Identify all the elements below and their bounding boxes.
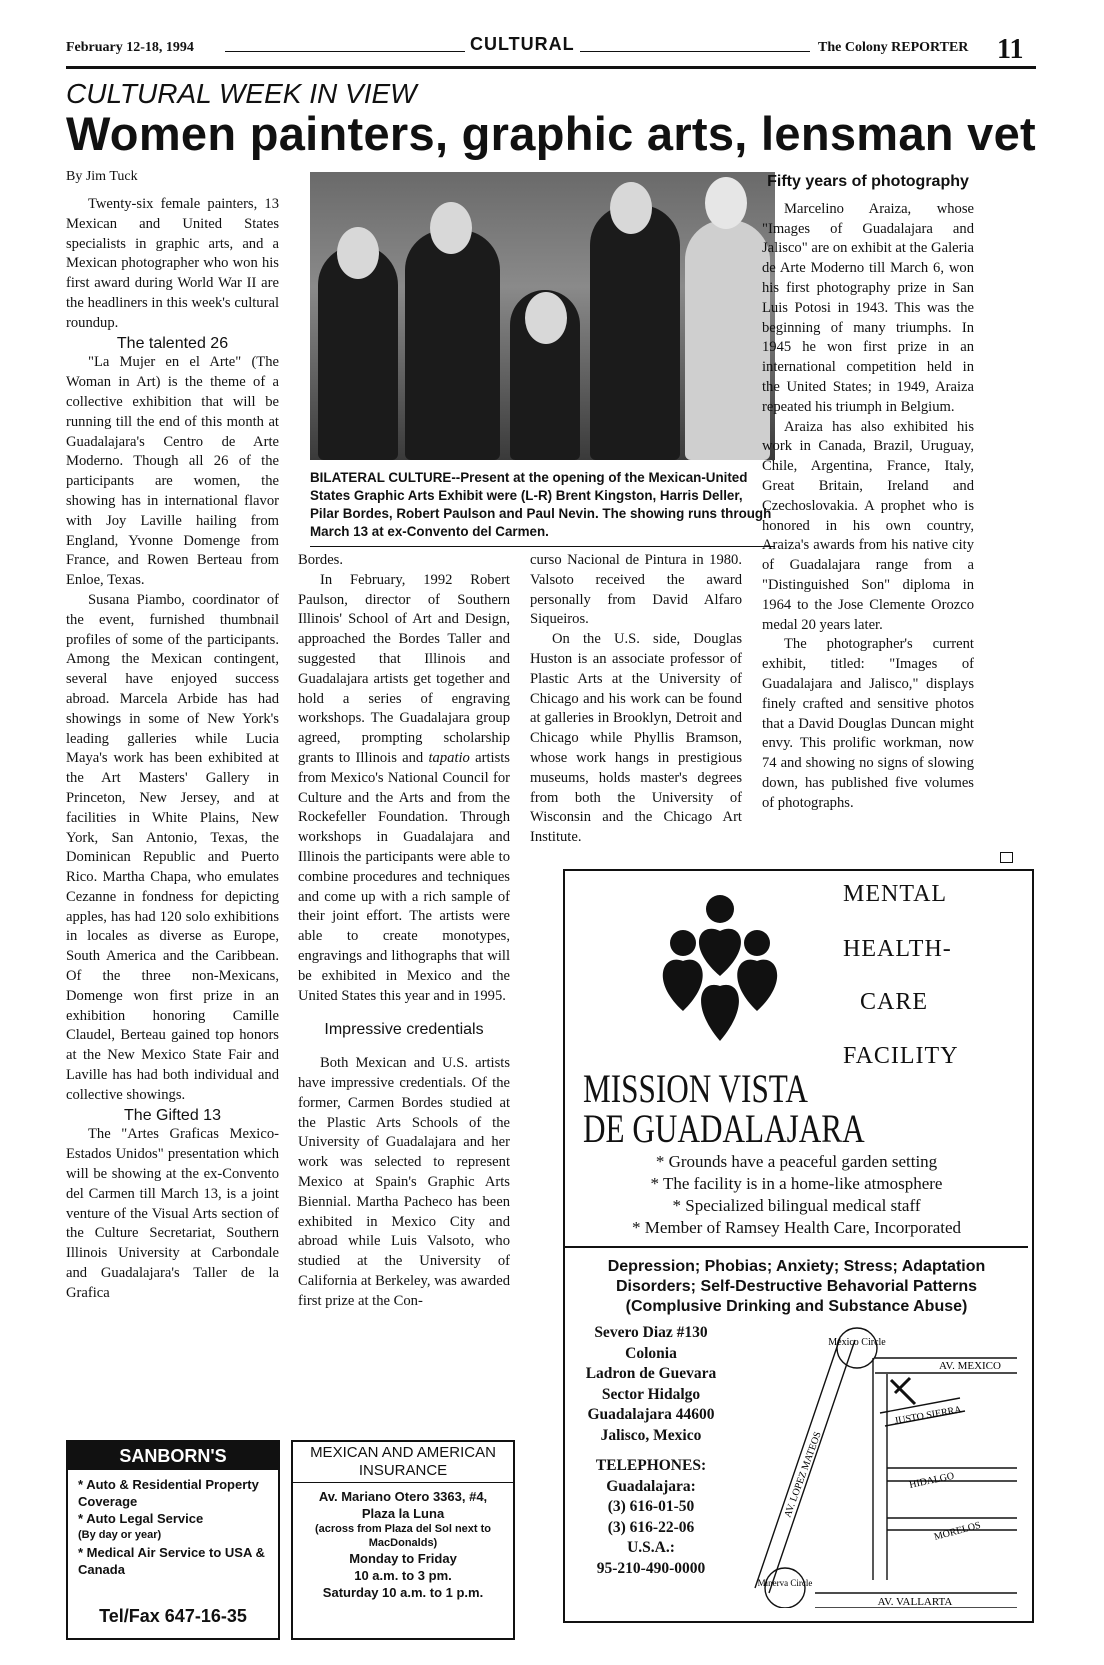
issue-date: February 12-18, 1994 — [66, 40, 194, 55]
photo-caption: BILATERAL CULTURE--Present at the opening of the Mexican-United States Graphic Arts Exhibit were (L-R) Brent Kingston, Harris Deller, Pilar Bordes, Robert Paulson and Paul Nevin. The showing runs through March 13 at ex-Convento del Carmen. — [310, 470, 772, 539]
headline: Women painters, graphic arts, lensman vet — [66, 107, 1036, 160]
ad-name-line2: DE GUADALAJARA — [583, 1106, 865, 1151]
insurance-ad — [291, 1440, 515, 1640]
paragraph: In February, 1992 Robert Paulson, director of Southern Illinois' School of Art and Design, approached the Bordes Taller and suggested that Illinois and Guadalajara artists get together and hold a series of engraving workshops. The Guadalajara group agreed, prompting scholarship grants to Illinois and tapatio artists from Mexico's National Council for Culture and the Arts and from the Rockefeller Foundation. Through workshops in Guadalajara and Illinois the participants were able to combine procedures and techniques and come up with a rich sample of their joint effort. The artists were able to create monotypes, engravings and lithographs that will be exhibited in Mexico and the United States this year and in 1995. — [298, 571, 510, 1004]
ad-address: Severo Diaz #130 Colonia Ladron de Guevara Sector Hidalgo Guadalajara 44600 Jalisco, Mexico TELEPHONES: Guadalajara: (3) 616-01-50 (3) 616-22-06 U.S.A.: 95-210-490-0000 — [585, 1324, 717, 1577]
map-label: HIDALGO — [908, 1470, 956, 1491]
header-divider — [66, 66, 1036, 69]
hearts-logo-icon — [645, 891, 795, 1051]
map-label: MORELOS — [932, 1519, 982, 1543]
paragraph: Bordes. — [298, 552, 343, 568]
kicker: CULTURAL WEEK IN VIEW — [66, 78, 417, 109]
sanborns-ad — [66, 1440, 280, 1640]
ad-word: CARE — [860, 989, 929, 1015]
ad-word: HEALTH- — [843, 936, 952, 962]
article-column-3 — [530, 551, 742, 848]
ad-bullet: * The facility is in a home-like atmosphere — [650, 1174, 943, 1193]
paragraph: On the U.S. side, Douglas Huston is an associate professor of Plastic Arts at the University of Chicago and his work can be found at galleries in Brooklyn, Detroit and Chicago while Phyllis Bramson, whose work hangs in prestigious museums, holds master's degrees from both the University of Wisconsin and the Chicago Art Institute. — [530, 631, 742, 846]
subhead-credentials: Impressive credentials — [324, 1021, 484, 1039]
paper-name: The Colony REPORTER — [818, 40, 969, 55]
header-rule — [580, 51, 810, 52]
sanborns-phone: Tel/Fax 647-16-35 — [99, 1606, 247, 1626]
mission-vista-ad — [563, 869, 1034, 1623]
insurance-details: Av. Mariano Otero 3363, #4, Plaza la Luna (across from Plaza del Sol next to MacDonalds) Monday to Friday 10 a.m. to 3 pm. Saturday 10 a.m. to 1 p.m. — [314, 1489, 492, 1600]
intro-paragraph: Twenty-six female painters, 13 Mexican and United States specialists in graphic arts, and a Mexican photographer who won his first award during World War II are the headliners in this week's cultural roundup. — [66, 196, 279, 331]
ad-rule — [293, 1482, 513, 1483]
paragraph: Both Mexican and U.S. artists have impressive credentials. Of the former, Carmen Bordes studied at the Plastic Arts Schools of the University of Guadalajara and her work was selected to represent Mexico at Spain's Graphic Arts Biennial. Martha Pacheco has been exhibited in Mexico City and abroad while Luis Valsoto, who studied at the University of California at Berkeley, was awarded first prize at the Con- — [298, 1055, 510, 1309]
end-mark-icon — [1000, 852, 1013, 863]
section-name: CULTURAL — [470, 34, 575, 54]
map-label: Mexico Circle — [828, 1337, 886, 1348]
paragraph: Araiza has also exhibited his work in Canada, Brazil, Uruguay, Chile, Argentina, France, Italy, Great Britain, Ireland and Czechoslovakia. A prophet who is honored in his own country, Araiza's awards from his native city of Guadalajara range from a "Distinguished Son" diploma in 1964 to the Jose Clemente Orozco medal 20 years later. — [762, 418, 974, 633]
insurance-title: MEXICAN AND AMERICAN INSURANCE — [310, 1444, 496, 1479]
ad-bullet: * Grounds have a peaceful garden setting — [655, 1152, 938, 1171]
map-label: AV. LOPEZ MATEOS — [782, 1430, 824, 1520]
ad-word: MENTAL — [843, 881, 948, 907]
article-column-4 — [762, 172, 974, 814]
header-rule — [225, 51, 465, 52]
ad-name-line1: MISSION VISTA — [583, 1066, 808, 1111]
page-number: 11 — [997, 34, 1024, 65]
map-label: AV. VALLARTA — [877, 1596, 953, 1608]
subhead-gifted: The Gifted 13 — [124, 1106, 221, 1124]
paragraph: "La Mujer en el Arte" (The Woman in Art) is the theme of a collective exhibition that will be running till the end of this month at Guadalajara's Centro de Arte Moderno. Though all 26 of the participants are women, the showing has in international flavor with Joy Laville hailing from England, Yvonne Domenge from France, and Rowen Berteau from Enloe, Texas. — [66, 354, 279, 589]
article-column-2 — [298, 551, 510, 1311]
paragraph: Susana Piambo, coordinator of the event, furnished thumbnail profiles of some of the participants. Among the Mexican contingent, several have enjoyed success abroad. Marcela Arbide has had showings in some of New York's leading galleries while Lucia Maya's work has been exhibited at the Art Masters' Gallery in Princeton, New Jersey, and at facilities in White Plains, New York, San Antonio, Texas, the Dominican Republic and Puerto Rico. Martha Chapa, who emulates Cezanne in fondness for depicting apples, has had 120 solo exhibitions in locales as diverse as Europe, South America and the Caribbean. Of the three non-Mexicans, Domenge won first prize in an exhibition honoring Camille Claudel, Berteau gained top honors at the New Mexico State Fair and Laville has had both individual and collective showings. — [66, 591, 279, 1103]
map-label: JUSTO SIERRA — [893, 1404, 963, 1427]
ad-rule — [565, 1246, 1028, 1248]
byline: By Jim Tuck — [66, 169, 138, 184]
map-label: AV. MEXICO — [939, 1360, 1001, 1372]
paragraph: Marcelino Araiza, whose "Images of Guadalajara and Jalisco" are on exhibit at the Galeria de Arte Moderno till March 6, won his first photography prize in San Luis Potosi in 1943. This was the beginning of many triumphs. In 1945 he won first prize in an international competition held in the United States; in 1949, Araiza repeated his triumph in Belgium. — [762, 200, 974, 415]
event-photo — [310, 172, 775, 460]
ad-conditions: Depression; Phobias; Anxiety; Stress; Adaptation Disorders; Self-Destructive Behavorial Patterns (Complusive Drinking and Substance Abuse) — [607, 1258, 986, 1315]
ad-word: FACILITY — [843, 1043, 959, 1069]
paragraph: The "Artes Graficas Mexico-Estados Unidos" presentation which will be showing at the ex-Convento del Carmen till March 13, is a joint venture of the Visual Arts section of the Culture Secretariat, Southern Illinois University at Carbondale and Guadalajara's Taller de la Grafica — [66, 1126, 279, 1301]
subhead-photography: Fifty years of photography — [767, 173, 969, 190]
ad-bullet: * Member of Ramsey Health Care, Incorporated — [631, 1218, 962, 1237]
ad-bullet: * Specialized bilingual medical staff — [672, 1196, 921, 1215]
sanborns-title: SANBORN'S — [68, 1442, 278, 1470]
map-label: Minerva Circle — [757, 1578, 813, 1588]
location-map — [745, 1318, 1017, 1608]
subhead-talented: The talented 26 — [116, 334, 229, 352]
article-column-1 — [66, 195, 279, 1304]
paragraph: The photographer's current exhibit, titled: "Images of Guadalajara and Jalisco," displays finely crafted and sensitive photos that a David Douglas Duncan might envy. This prolific workman, now 74 and showing no signs of slowing down, has published five volumes of photographs. — [762, 636, 974, 811]
paragraph: curso Nacional de Pintura in 1980. Valsoto received the award personally from David Alfaro Siqueiros. — [530, 552, 742, 628]
sanborns-services: * Auto & Residential Property Coverage * Auto Legal Service (By day or year) * Medical Air Service to USA & Canada — [78, 1477, 265, 1577]
caption-rule — [310, 546, 775, 547]
